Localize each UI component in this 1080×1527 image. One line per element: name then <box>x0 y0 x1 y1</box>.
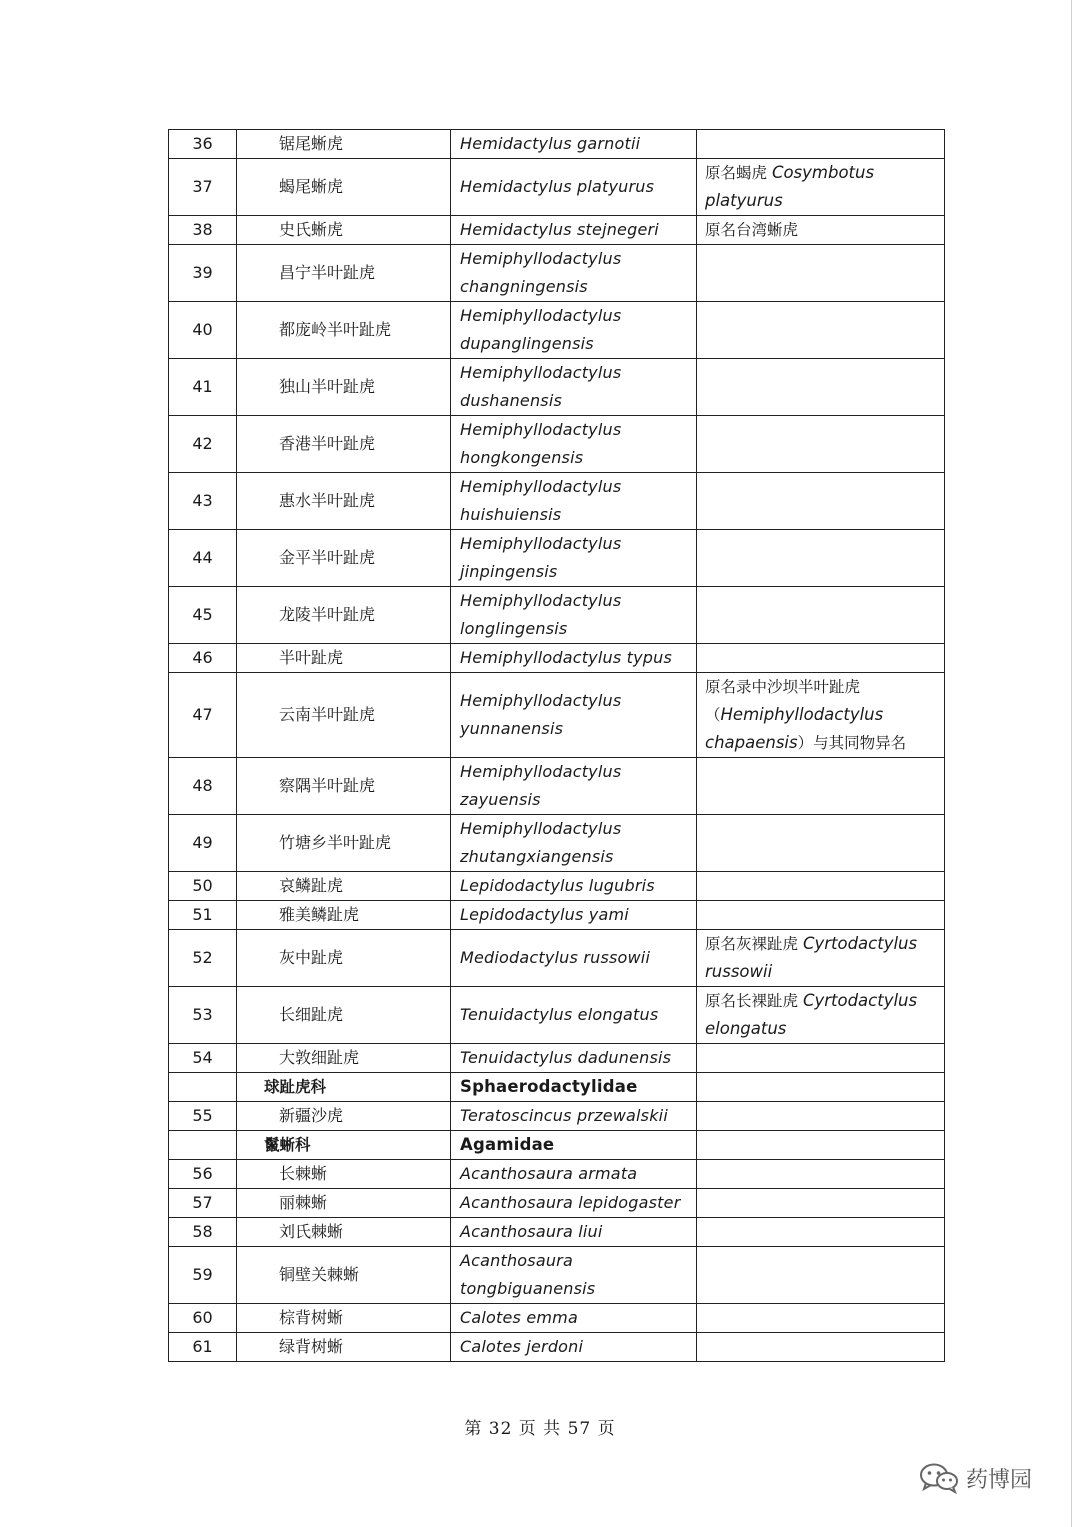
remark <box>697 530 945 587</box>
scientific-name-line: Hemiphyllodactylus <box>460 591 622 610</box>
chinese-name: 铜壁关棘蜥 <box>237 1247 451 1304</box>
row-number: 52 <box>169 930 237 987</box>
scientific-name <box>451 872 697 901</box>
table-row <box>169 130 945 159</box>
remark <box>697 473 945 530</box>
scientific-name <box>451 987 697 1044</box>
remark <box>697 987 945 1044</box>
scientific-name-line: Acanthosaura liui <box>460 1222 603 1241</box>
table-row <box>169 587 945 644</box>
remark <box>697 159 945 216</box>
remark <box>697 130 945 159</box>
remark-line <box>705 958 944 986</box>
table-row <box>169 901 945 930</box>
remark-segment: ）与其同物异名 <box>797 734 907 752</box>
family-chinese-name: 球趾虎科 <box>237 1073 451 1102</box>
chinese-name: 惠水半叶趾虎 <box>237 473 451 530</box>
page-edge-line <box>1071 0 1072 1527</box>
chinese-name: 绿背树蜥 <box>237 1333 451 1362</box>
family-scientific-name <box>451 1131 697 1160</box>
scientific-name-line: hongkongensis <box>460 448 584 467</box>
row-number: 39 <box>169 245 237 302</box>
scientific-name <box>451 245 697 302</box>
table-row <box>169 1189 945 1218</box>
scientific-name-line: changningensis <box>460 277 588 296</box>
remark-line <box>705 216 944 244</box>
remark <box>697 1333 945 1362</box>
chinese-name: 独山半叶趾虎 <box>237 359 451 416</box>
scientific-name <box>451 302 697 359</box>
table-row <box>169 758 945 815</box>
scientific-name-line: Hemiphyllodactylus <box>460 691 622 710</box>
scientific-name-line: Hemiphyllodactylus <box>460 306 622 325</box>
table-row <box>169 1160 945 1189</box>
remark <box>697 1160 945 1189</box>
row-number: 43 <box>169 473 237 530</box>
wechat-icon <box>918 1462 960 1494</box>
chinese-name: 刘氏棘蜥 <box>237 1218 451 1247</box>
table-row <box>169 872 945 901</box>
remark <box>697 416 945 473</box>
scientific-name-line: Hemiphyllodactylus <box>460 762 622 781</box>
remark <box>697 930 945 987</box>
remark <box>697 359 945 416</box>
chinese-name: 金平半叶趾虎 <box>237 530 451 587</box>
scientific-name-line: Hemidactylus platyurus <box>460 177 655 196</box>
scientific-name-line: Hemiphyllodactylus <box>460 420 622 439</box>
remark <box>697 1044 945 1073</box>
scientific-name-line: Hemidactylus stejnegeri <box>460 220 659 239</box>
table-row <box>169 815 945 872</box>
row-number: 50 <box>169 872 237 901</box>
remark-line <box>705 987 944 1015</box>
scientific-name <box>451 159 697 216</box>
row-number <box>169 1073 237 1102</box>
table-row <box>169 245 945 302</box>
scientific-name <box>451 1218 697 1247</box>
remark <box>697 1304 945 1333</box>
chinese-name: 昌宁半叶趾虎 <box>237 245 451 302</box>
scientific-name <box>451 216 697 245</box>
remark <box>697 587 945 644</box>
scientific-name <box>451 130 697 159</box>
remark <box>697 1247 945 1304</box>
row-number: 45 <box>169 587 237 644</box>
scientific-name-line: Hemiphyllodactylus <box>460 477 622 496</box>
remark <box>697 1218 945 1247</box>
remark-segment: Cyrtodactylus <box>802 991 918 1010</box>
family-row <box>169 1073 945 1102</box>
row-number <box>169 1131 237 1160</box>
remark <box>697 644 945 673</box>
remark <box>697 1131 945 1160</box>
table-row <box>169 1333 945 1362</box>
remark-segment: 原名蝎虎 <box>705 164 772 182</box>
scientific-name-line: tongbiguanensis <box>460 1279 596 1298</box>
scientific-name-line: yunnanensis <box>460 719 564 738</box>
scientific-name <box>451 587 697 644</box>
table-row <box>169 673 945 758</box>
remark-segment: Cyrtodactylus <box>802 934 918 953</box>
scientific-name-line: Agamidae <box>460 1135 555 1154</box>
remark <box>697 302 945 359</box>
chinese-name: 蝎尾蜥虎 <box>237 159 451 216</box>
table-row <box>169 930 945 987</box>
row-number: 44 <box>169 530 237 587</box>
remark-segment: 原名灰裸趾虎 <box>705 935 803 953</box>
row-number: 56 <box>169 1160 237 1189</box>
remark <box>697 1102 945 1131</box>
row-number: 59 <box>169 1247 237 1304</box>
chinese-name: 大敦细趾虎 <box>237 1044 451 1073</box>
row-number: 60 <box>169 1304 237 1333</box>
row-number: 37 <box>169 159 237 216</box>
scientific-name <box>451 673 697 758</box>
table-row <box>169 302 945 359</box>
chinese-name: 锯尾蜥虎 <box>237 130 451 159</box>
watermark-text: 药博园 <box>966 1467 1033 1493</box>
scientific-name <box>451 1333 697 1362</box>
scientific-name <box>451 1247 697 1304</box>
species-table-body <box>169 130 945 1362</box>
table-row <box>169 1304 945 1333</box>
scientific-name-line: Sphaerodactylidae <box>460 1077 638 1096</box>
chinese-name: 都庞岭半叶趾虎 <box>237 302 451 359</box>
chinese-name: 云南半叶趾虎 <box>237 673 451 758</box>
chinese-name: 龙陵半叶趾虎 <box>237 587 451 644</box>
remark <box>697 758 945 815</box>
chinese-name: 新疆沙虎 <box>237 1102 451 1131</box>
scientific-name-line: Hemiphyllodactylus typus <box>460 648 673 667</box>
row-number: 42 <box>169 416 237 473</box>
chinese-name: 雅美鳞趾虎 <box>237 901 451 930</box>
family-scientific-name <box>451 1073 697 1102</box>
family-row <box>169 1131 945 1160</box>
row-number: 58 <box>169 1218 237 1247</box>
chinese-name: 哀鳞趾虎 <box>237 872 451 901</box>
remark-line <box>705 1015 944 1043</box>
chinese-name: 长棘蜥 <box>237 1160 451 1189</box>
chinese-name: 棕背树蜥 <box>237 1304 451 1333</box>
scientific-name-line: Lepidodactylus lugubris <box>460 876 655 895</box>
scientific-name-line: huishuiensis <box>460 505 562 524</box>
page-footer: 第 32 页 共 57 页 <box>464 1419 616 1439</box>
family-chinese-name: 鬣蜥科 <box>237 1131 451 1160</box>
row-number: 54 <box>169 1044 237 1073</box>
table-row <box>169 216 945 245</box>
table-row <box>169 159 945 216</box>
table-row <box>169 359 945 416</box>
table-row <box>169 473 945 530</box>
table-row <box>169 1044 945 1073</box>
scientific-name-line: Calotes jerdoni <box>460 1337 584 1356</box>
remark-segment: 原名录中沙坝半叶趾虎 <box>705 678 861 696</box>
remark <box>697 1073 945 1102</box>
remark-segment: 原名台湾蜥虎 <box>705 221 799 239</box>
chinese-name: 长细趾虎 <box>237 987 451 1044</box>
row-number: 40 <box>169 302 237 359</box>
scientific-name-line: zhutangxiangensis <box>460 847 614 866</box>
scientific-name <box>451 1102 697 1131</box>
remark-segment: platyurus <box>705 191 783 210</box>
scientific-name <box>451 1044 697 1073</box>
scientific-name <box>451 644 697 673</box>
scientific-name-line: Hemiphyllodactylus <box>460 534 622 553</box>
row-number: 55 <box>169 1102 237 1131</box>
scientific-name-line: Hemiphyllodactylus <box>460 363 622 382</box>
row-number: 38 <box>169 216 237 245</box>
remark <box>697 673 945 758</box>
row-number: 51 <box>169 901 237 930</box>
scientific-name-line: Teratoscincus przewalskii <box>460 1106 668 1125</box>
remark <box>697 901 945 930</box>
table-row <box>169 530 945 587</box>
scientific-name-line: Acanthosaura lepidogaster <box>460 1193 681 1212</box>
remark-segment: 原名长裸趾虎 <box>705 992 803 1010</box>
scientific-name <box>451 530 697 587</box>
scientific-name <box>451 1189 697 1218</box>
remark-segment: elongatus <box>705 1019 787 1038</box>
remark-line <box>705 729 944 757</box>
scientific-name-line: jinpingensis <box>460 562 558 581</box>
scientific-name-line: dupanglingensis <box>460 334 594 353</box>
species-table <box>168 129 945 1362</box>
watermark <box>918 1456 1032 1500</box>
scientific-name-line: Tenuidactylus dadunensis <box>460 1048 672 1067</box>
row-number: 47 <box>169 673 237 758</box>
scientific-name-line: zayuensis <box>460 790 541 809</box>
scientific-name-line: Hemidactylus garnotii <box>460 134 641 153</box>
remark-segment: chapaensis <box>705 733 798 752</box>
remark <box>697 1189 945 1218</box>
row-number: 46 <box>169 644 237 673</box>
scientific-name <box>451 1304 697 1333</box>
chinese-name: 史氏蜥虎 <box>237 216 451 245</box>
scientific-name-line: Hemiphyllodactylus <box>460 819 622 838</box>
remark-segment: Cosymbotus <box>771 163 875 182</box>
remark-line <box>705 159 944 187</box>
remark <box>697 815 945 872</box>
table-row <box>169 1218 945 1247</box>
remark-line <box>705 930 944 958</box>
scientific-name <box>451 359 697 416</box>
scientific-name <box>451 416 697 473</box>
scientific-name-line: Mediodactylus russowii <box>460 948 651 967</box>
remark-line <box>705 673 944 701</box>
scientific-name-line: Lepidodactylus yami <box>460 905 629 924</box>
row-number: 49 <box>169 815 237 872</box>
remark-line <box>705 187 944 215</box>
remark-segment: russowii <box>705 962 773 981</box>
scientific-name-line: Tenuidactylus elongatus <box>460 1005 659 1024</box>
scientific-name-line: Acanthosaura <box>460 1251 573 1270</box>
row-number: 36 <box>169 130 237 159</box>
scientific-name <box>451 815 697 872</box>
scientific-name-line: Hemiphyllodactylus <box>460 249 622 268</box>
chinese-name: 竹塘乡半叶趾虎 <box>237 815 451 872</box>
remark <box>697 872 945 901</box>
scientific-name <box>451 1160 697 1189</box>
scientific-name <box>451 758 697 815</box>
row-number: 53 <box>169 987 237 1044</box>
table-row <box>169 644 945 673</box>
scientific-name-line: Calotes emma <box>460 1308 578 1327</box>
remark-line <box>705 701 944 729</box>
row-number: 48 <box>169 758 237 815</box>
chinese-name: 察隅半叶趾虎 <box>237 758 451 815</box>
scientific-name-line: Acanthosaura armata <box>460 1164 638 1183</box>
table-row <box>169 416 945 473</box>
chinese-name: 半叶趾虎 <box>237 644 451 673</box>
row-number: 61 <box>169 1333 237 1362</box>
scientific-name <box>451 901 697 930</box>
chinese-name: 香港半叶趾虎 <box>237 416 451 473</box>
remark <box>697 216 945 245</box>
chinese-name: 丽棘蜥 <box>237 1189 451 1218</box>
table-row <box>169 1247 945 1304</box>
remark <box>697 245 945 302</box>
chinese-name: 灰中趾虎 <box>237 930 451 987</box>
row-number: 57 <box>169 1189 237 1218</box>
row-number: 41 <box>169 359 237 416</box>
remark-segment: （ <box>705 706 721 724</box>
scientific-name <box>451 473 697 530</box>
table-row <box>169 1102 945 1131</box>
scientific-name <box>451 930 697 987</box>
table-row <box>169 987 945 1044</box>
scientific-name-line: dushanensis <box>460 391 563 410</box>
scientific-name-line: longlingensis <box>460 619 568 638</box>
remark-segment: Hemiphyllodactylus <box>720 705 884 724</box>
